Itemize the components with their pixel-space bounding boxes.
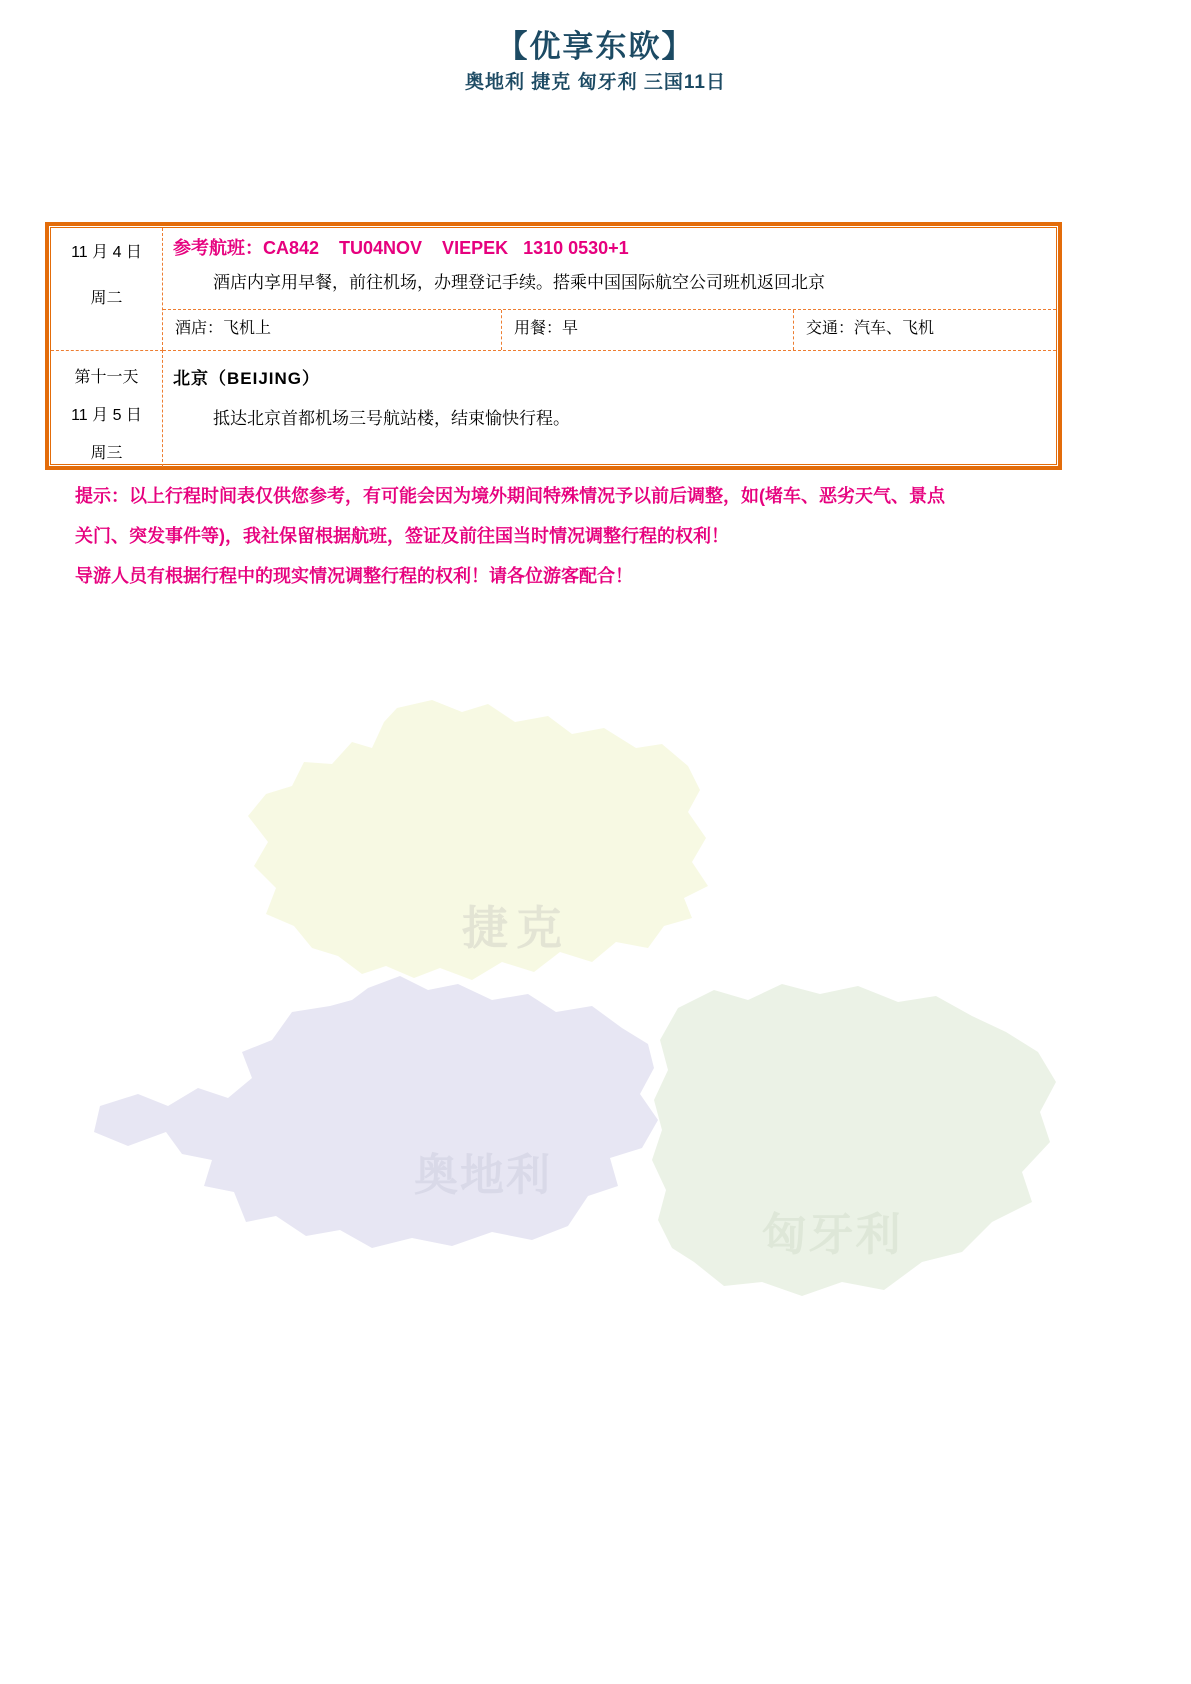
day11-detail-cell (163, 350, 1056, 467)
day10-transport-cell: 交通：汽车、飞机 (793, 310, 1056, 350)
czech-map-label: 捷克 (462, 902, 570, 954)
notice-line-2: 关门、突发事件等)，我社保留根据航班，签证及前往国当时情况调整行程的权利！ (75, 526, 729, 546)
day11-date-cell (51, 350, 163, 467)
austria-map-shape (94, 976, 658, 1248)
day10-detail-cell (163, 228, 1056, 310)
day11-date: 11 月 5 日 (71, 407, 142, 424)
document-header (0, 28, 1191, 96)
day11-label: 第十一天 (74, 369, 139, 386)
itinerary-table-inner (50, 227, 1057, 465)
notice-line-1: 提示：以上行程时间表仅供您参考，有可能会因为境外期间特殊情况予以前后调整，如(堵车、恶劣天气、景点 (75, 486, 945, 506)
flight-label: 参考航班： (173, 238, 263, 258)
hungary-map-label: 匈牙利 (761, 1209, 903, 1260)
day10-hotel-cell: 酒店：飞机上 (175, 320, 272, 337)
austria-map-label: 奥地利 (414, 1151, 552, 1200)
page-title: 【优享东欧】 (496, 29, 695, 64)
day11-description: 抵达北京首都机场三号航站楼，结束愉快行程。 (213, 409, 570, 428)
notice-line-3: 导游人员有根据行程中的现实情况调整行程的权利！请各位游客配合！ (75, 566, 633, 586)
day11-city: 北京（BEIJING） (173, 369, 321, 388)
day10-date-cell (51, 228, 163, 350)
day11-weekday: 周三 (90, 445, 123, 462)
flight-info-row (173, 235, 1048, 261)
itinerary-table (45, 222, 1062, 470)
day10-weekday: 周二 (90, 290, 123, 307)
flight-info: CA842 TU04NOV VIEPEK 1310 0530+1 (263, 238, 629, 258)
page-subtitle: 奥地利 捷克 匈牙利 三国11日 (465, 72, 726, 93)
day10-meal-cell: 用餐：早 (501, 310, 793, 350)
day10-description: 酒店内享用早餐，前往机场，办理登记手续。搭乘中国国际航空公司班机返回北京 (213, 273, 825, 292)
day10-date: 11 月 4 日 (71, 244, 142, 261)
notice-block (75, 476, 1125, 596)
